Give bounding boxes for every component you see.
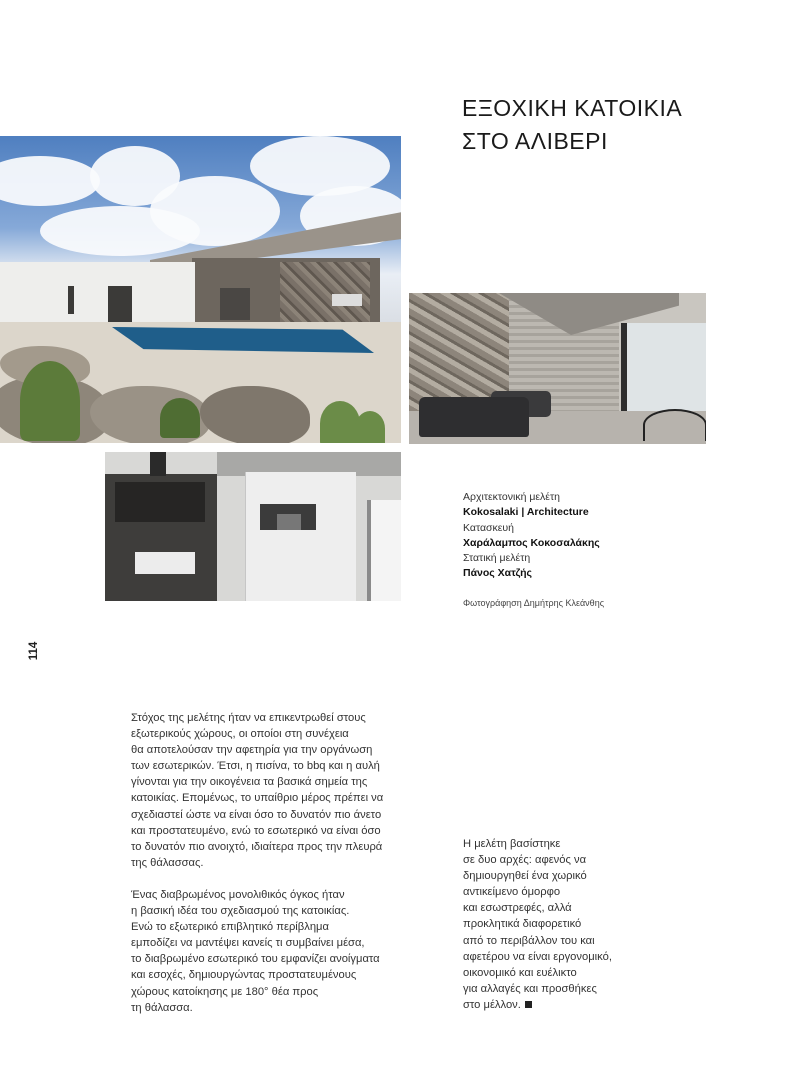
text-line: και προστατευμένο, ενώ το εσωτερικό να είναι όσο bbox=[131, 824, 381, 837]
credit-name-construction: Χαράλαμπος Κοκοσαλάκης bbox=[463, 536, 600, 549]
text-line: και εσοχές, δημιουργώντας προστατευμένους bbox=[131, 969, 357, 982]
title-line-2: ΣΤΟ ΑΛΙΒΕΡΙ bbox=[462, 128, 608, 154]
text-line: οικονομικό και ευέλικτο bbox=[463, 966, 577, 979]
text-line: αφετέρου να είναι εργονομικό, bbox=[463, 950, 612, 963]
text-line: θα αποτελούσαν την αφετηρία για την οργάνωση bbox=[131, 744, 373, 757]
text-line: από το περιβάλλον του και bbox=[463, 934, 595, 947]
text-line: τη θάλασσα. bbox=[131, 1001, 193, 1014]
text-line: η βασική ιδέα του σχεδιασμού της κατοικίας. bbox=[131, 905, 350, 918]
body-paragraph-3 bbox=[463, 836, 663, 1013]
project-credits bbox=[463, 490, 783, 582]
text-line: και εσωστρεφές, αλλά bbox=[463, 902, 572, 915]
text-line: γίνονται για την οικογένεια τα βασικά σημεία της bbox=[131, 776, 368, 789]
credit-name-structural: Πάνος Χατζής bbox=[463, 567, 532, 580]
text-line: εξωτερικούς χώρους, οι οποίοι στη συνέχεια bbox=[131, 728, 349, 741]
text-line: Ένας διαβρωμένος μονολιθικός όγκος ήταν bbox=[131, 888, 345, 901]
text-line: εμποδίζει να μαντέψει κανείς τι συμβαίνει μέσα, bbox=[131, 937, 365, 950]
article-title bbox=[462, 92, 782, 158]
text-line: της θάλασσας. bbox=[131, 856, 204, 869]
body-paragraph-1 bbox=[131, 710, 401, 871]
text-line: στο μέλλον. bbox=[463, 998, 521, 1011]
text-line: το διαβρωμένο εσωτερικό του εμφανίζει ανοίγματα bbox=[131, 953, 380, 966]
credit-role-construction: Κατασκευή bbox=[463, 521, 515, 534]
body-text-left bbox=[131, 710, 401, 1032]
body-text-right bbox=[463, 836, 663, 1013]
text-line: Στόχος της μελέτης ήταν να επικεντρωθεί στους bbox=[131, 712, 366, 724]
credit-role-architecture: Αρχιτεκτονική μελέτη bbox=[463, 491, 560, 503]
text-line: χώρους κατοίκησης με 180° θέα προς bbox=[131, 985, 319, 998]
interior-living-photo bbox=[409, 293, 706, 444]
text-line: κατοικίας. Επομένως, το υπαίθριο μέρος πρέπει να bbox=[131, 792, 384, 805]
body-paragraph-2 bbox=[131, 887, 401, 1016]
text-line: Ενώ το εξωτερικό επιβλητικό περίβλημα bbox=[131, 921, 329, 934]
text-line: σε δυο αρχές: αφενός να bbox=[463, 854, 587, 867]
text-line: το δυνατόν πιο ανοιχτό, ιδιαίτερα προς την πλευρά bbox=[131, 840, 383, 853]
page-number: 114 bbox=[28, 641, 40, 661]
title-line-1: ΕΞΟΧΙΚΗ ΚΑΤΟΙΚΙΑ bbox=[462, 95, 683, 121]
text-line-last bbox=[463, 997, 663, 1013]
interior-kitchen-photo bbox=[105, 452, 401, 601]
exterior-pool-photo bbox=[0, 136, 401, 443]
end-mark-icon bbox=[525, 1001, 532, 1008]
credit-role-structural: Στατική μελέτη bbox=[463, 552, 531, 565]
text-line: δημιουργηθεί ένα χωρικό bbox=[463, 870, 587, 883]
text-line: Η μελέτη βασίστηκε bbox=[463, 838, 561, 850]
text-line: σχεδιαστεί ώστε να είναι όσο το δυνατόν πιο άνετο bbox=[131, 808, 382, 821]
photo-credit: Φωτογράφηση Δημήτρης Κλεάνθης bbox=[463, 598, 605, 608]
text-line: αντικείμενο όμορφο bbox=[463, 886, 561, 899]
credit-name-architecture: Kokosalaki | Architecture bbox=[463, 506, 589, 519]
text-line: προκλητικά διαφορετικό bbox=[463, 918, 582, 931]
text-line: των εσωτερικών. Έτσι, η πισίνα, το bbq και η αυλή bbox=[131, 760, 380, 773]
text-line: για αλλαγές και προσθήκες bbox=[463, 982, 597, 995]
